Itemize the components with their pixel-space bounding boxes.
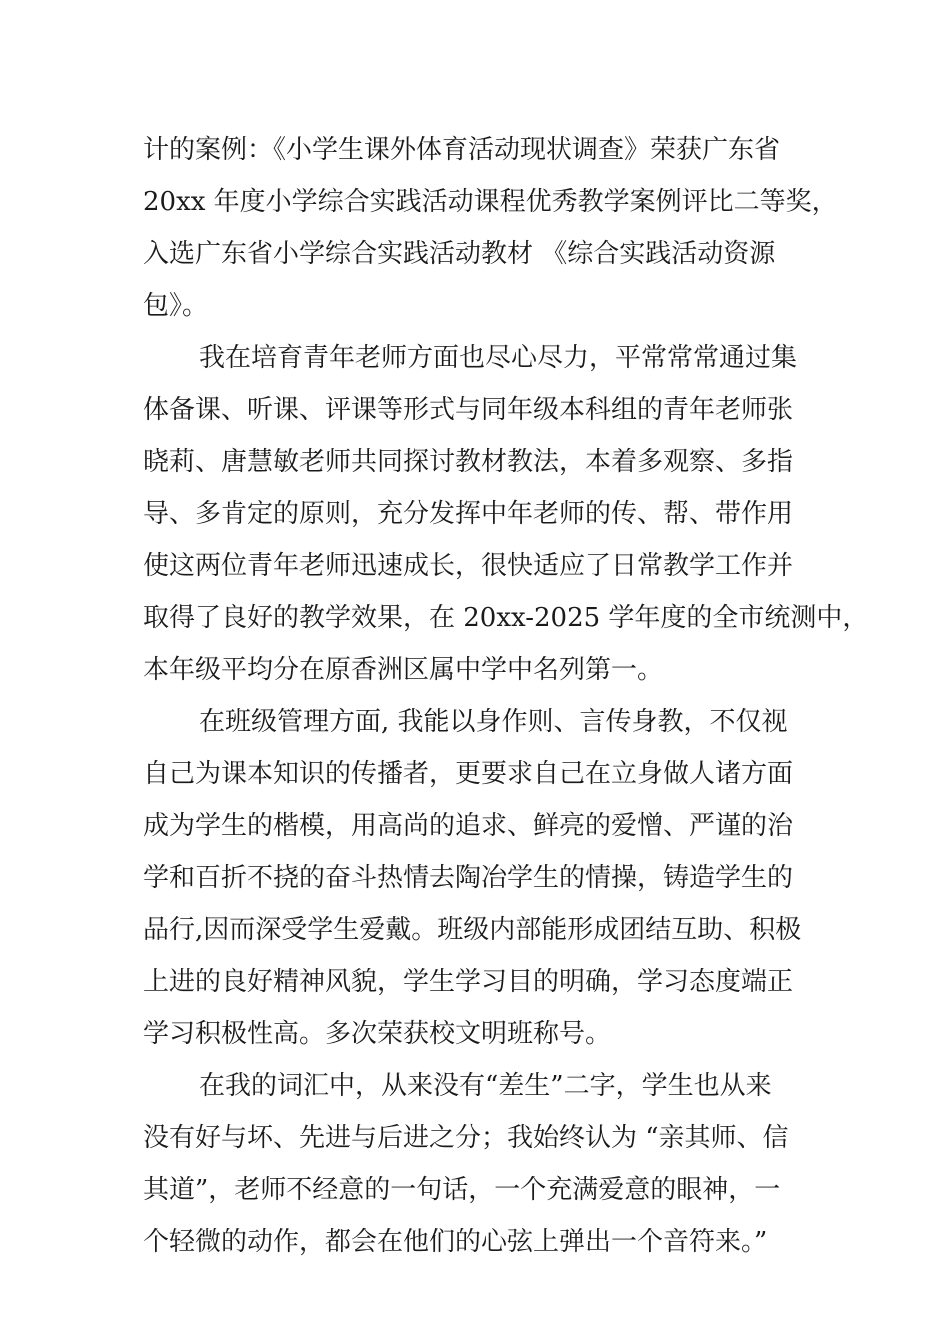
- text-line: 学习积极性高。多次荣获校文明班称号。: [143, 1019, 612, 1049]
- paragraph-start-line: 我在培育青年老师方面也尽心尽力，平常常常通过集: [199, 343, 798, 373]
- text-line: 体备课、听课、评课等形式与同年级本科组的青年老师张: [143, 395, 794, 425]
- text-line: 使这两位青年老师迅速成长，很快适应了日常教学工作并: [143, 551, 794, 581]
- text-line: 入选广东省小学综合实践活动教材 《综合实践活动资源: [143, 239, 776, 269]
- text-line: 品行,因而深受学生爱戴。班级内部能形成团结互助、积极: [143, 915, 802, 945]
- text-line: 自己为课本知识的传播者，更要求自己在立身做人诸方面: [143, 759, 794, 789]
- paragraph-start-line: 在我的词汇中，从来没有“差生”二字，学生也从来: [199, 1071, 772, 1101]
- text-line: 导、多肯定的原则，充分发挥中年老师的传、帮、带作用: [143, 499, 794, 529]
- text-line: 学和百折不挠的奋斗热情去陶冶学生的情操，铸造学生的: [143, 863, 794, 893]
- text-line: 上进的良好精神风貌，学生学习目的明确，学习态度端正: [143, 967, 794, 997]
- text-line: 其道”，老师不经意的一句话，一个充满爱意的眼神，一: [143, 1175, 781, 1205]
- text-line: 取得了良好的教学效果，在 20xx-2025 学年度的全市统测中，: [143, 603, 869, 633]
- body-text: [143, 124, 869, 1268]
- paragraph-start-line: 在班级管理方面, 我能以身作则、言传身教，不仅视: [199, 707, 788, 737]
- text-line: 计的案例：《小学生课外体育活动现状调查》荣获广东省: [143, 135, 781, 165]
- text-line: 本年级平均分在原香洲区属中学中名列第一。: [143, 655, 664, 685]
- text-line: 成为学生的楷模，用高尚的追求、鲜亮的爱憎、严谨的治: [143, 811, 794, 841]
- text-line: 没有好与坏、先进与后进之分；我始终认为 “亲其师、信: [143, 1123, 789, 1153]
- text-line: 20xx 年度小学综合实践活动课程优秀教学案例评比二等奖，: [143, 187, 838, 217]
- text-line: 个轻微的动作，都会在他们的心弦上弹出一个音符来。”: [143, 1227, 768, 1257]
- text-line: 包》。: [143, 291, 209, 321]
- text-line: 晓莉、唐慧敏老师共同探讨教材教法，本着多观察、多指: [143, 447, 794, 477]
